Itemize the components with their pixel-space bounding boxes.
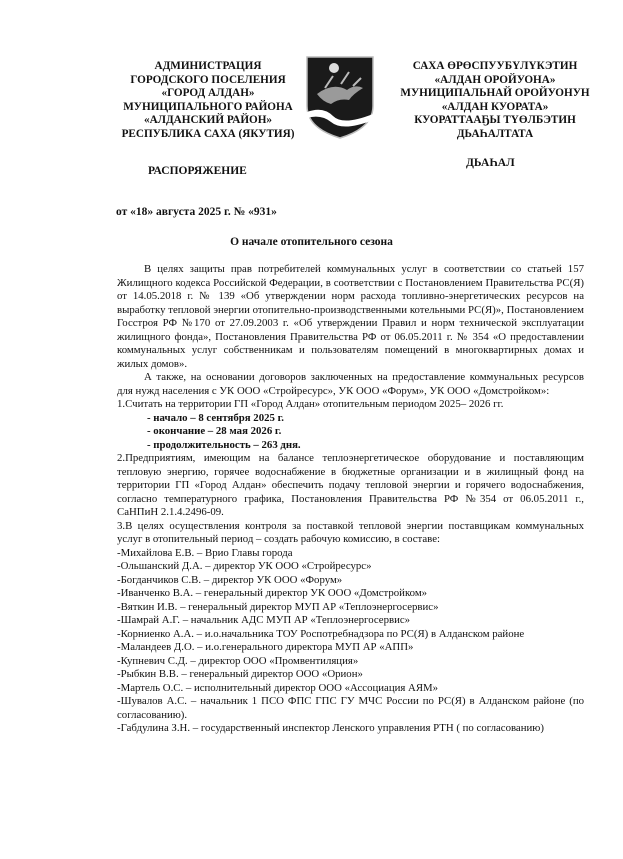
commission-member: -Рыбкин В.В. – генеральный директор ООО «Орион» [117,668,363,680]
commission-member: -Шамрай А.Г. – начальник АДС МУП АР «Теплоэнергосервис» [117,614,411,626]
commission-member: -Иванченко В.А. – генеральный директор УК ООО «Домстройком» [117,587,428,599]
contracts-paragraph: А также, на основании договоров заключенных на предоставление коммунальных ресурсов для нужд населения с УК ООО «Стройресурс», УК ООО «Форум», УК ООО «Домстройком»: [117,371,584,397]
commission-member: -Вяткин И.В. – генеральный директор МУП АР «Теплоэнергосервис» [117,600,439,613]
commission-member: -Ольшанский Д.А. – директор УК ООО «Стройресурс» [117,560,372,572]
item-1: 1.Считать на территории ГП «Город Алдан» отопительным периодом 2025– 2026 гг. [117,398,504,410]
order-date-number: от «18» августа 2025 г. № «931» [116,206,277,218]
item-3: 3.В целях осуществления контроля за поставкой тепловой энергии поставщикам коммунальных услуг в отопительный период – создать рабочую комиссию, в составе: [117,519,584,545]
commission-member: -Маландеев Д.О. – и.о.генерального директора МУП АР «АПП» [117,641,414,653]
header-right-line: «АЛДАН ОРОЙУОНА» [434,73,556,86]
document-title: О начале отопительного сезона [230,236,393,248]
doc-type-russian: РАСПОРЯЖЕНИЕ [148,165,247,177]
header-left-line: АДМИНИСТРАЦИЯ [154,60,262,72]
document-body [117,263,584,736]
commission-member: -Купневич С.Д. – директор ООО «Промвентиляция» [117,654,359,667]
heating-start: - начало – 8 сентября 2025 г. [147,411,284,424]
header-left-block [108,60,308,142]
commission-member: -Корниенко А.А. – и.о.начальника ТОУ Роспотребнадзора по РС(Я) в Алданском районе [117,627,525,640]
header-left-line: ГОРОДСКОГО ПОСЕЛЕНИЯ [130,73,286,86]
heating-end: - окончание – 28 мая 2026 г. [147,425,282,437]
header-left-line: «ГОРОД АЛДАН» [161,87,255,100]
header-left-line: «АЛДАНСКИЙ РАЙОН» [143,114,273,127]
commission-member: -Мартель О.С. – исполнительный директор ООО «Ассоциация АЯМ» [117,681,439,694]
item-2: 2.Предприятиям, имеющим на балансе теплоэнергетическое оборудование и поставляющим тепловую энергию, горячее водоснабжение в бюджетные организации и в жилищный фонд на территории ГП «Город Алдан» обеспечить подачу тепловой энергии и горячего водоснабжения, согласно температурного графика, Постановления Правительства РФ №354 от 06.05.2011 г., СаНПиН 2.1.4.2496-09. [117,452,584,518]
header-right-line: «АЛДАН КУОРАТА» [441,100,549,113]
commission-member: -Габдулина З.Н. – государственный инспектор Ленского управления РТН ( по согласованию) [117,722,544,734]
header-right-block [384,60,606,142]
commission-member: -Михайлова Е.В. – Врио Главы города [117,546,293,559]
header-left-line: МУНИЦИПАЛЬНОГО РАЙОНА [123,100,293,113]
preamble-paragraph: В целях защиты прав потребителей коммунальных услуг в соответствии со статьей 157 Жилищного кодекса Российской Федерации, в соответствии с Постановлением Правительства РС(Я) от 14.05.2018 г. № 139 «Об утверждении норм расхода топливно-энергетических ресурсов на выработку тепловой энергии отопительно-производственными котельными РС(Я)», Постановлением Госстроя РФ №170 от 27.09.2003 г. «Об утверждении Правил и норм технической эксплуатации жилищного фонда», Постановления Правительства РФ от 06.05.2011 г. № 354 «О предоставлении коммунальных услуг собственникам и пользователям помещений в многоквартирных домах и жилых домов». [117,263,584,370]
header-right-line: КУОРАТТААҔЫ ТҮӨЛБЭТИН [414,114,576,127]
header-right-line: МУНИЦИПАЛЬНАЙ ОРОЙУОНУН [400,87,590,100]
header-right-line: ДЬАҺАЛТАТА [456,127,534,140]
commission-member: -Шувалов А.С. – начальник 1 ПСО ФПС ГПС ГУ МЧС России по РС(Я) в Алданском районе (по согласованию). [117,695,584,721]
header-right-line: САХА ӨРӨСПУУБҮЛҮКЭТИН [412,60,578,72]
heating-duration: - продолжительность – 263 дня. [147,438,301,451]
commission-member: -Богданчиков С.В. – директор УК ООО «Форум» [117,573,343,586]
city-coat-of-arms-icon [303,54,377,140]
doc-type-yakut: ДЬАҺАЛ [466,157,515,169]
header-left-line: РЕСПУБЛИКА САХА (ЯКУТИЯ) [121,127,295,140]
